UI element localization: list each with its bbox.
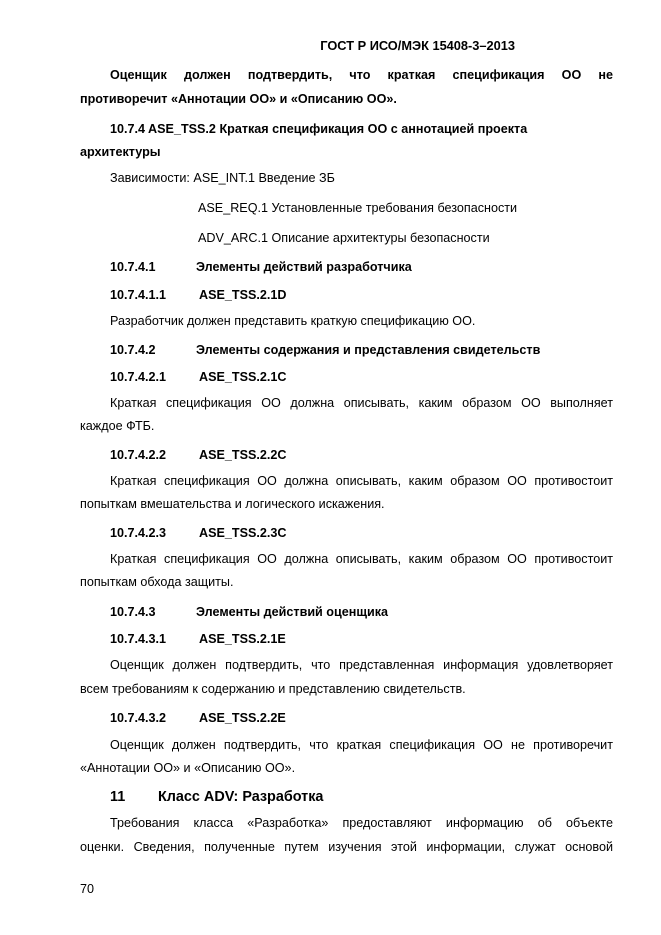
section-number: 10.7.4.2.2 xyxy=(110,448,167,462)
section-title: ASE_TSS.2.1E xyxy=(199,632,286,646)
section-number: 10.7.4.2 xyxy=(110,343,156,357)
section-title: Класс ADV: Разработка xyxy=(158,789,324,805)
section-10-7-4-heading: 10.7.4 ASE_TSS.2 Краткая спецификация ОО с аннотацией проекта xyxy=(110,122,528,136)
section-10-7-4-2-heading xyxy=(110,342,613,358)
section-number: 11 xyxy=(110,789,126,805)
adv-intro-line1: Требования класса «Разработка» предоставляют информацию об объекте xyxy=(110,816,613,830)
section-10-7-4-3-2-heading xyxy=(110,710,613,726)
section-10-7-4-3-heading xyxy=(110,604,613,620)
section-11-heading xyxy=(110,789,613,805)
section-10-7-4-2-1-heading xyxy=(110,369,613,385)
section-number: 10.7.4.1 xyxy=(110,260,156,274)
section-number: 10.7.4.2.3 xyxy=(110,526,167,540)
section-title: Элементы действий разработчика xyxy=(196,260,412,274)
section-10-7-4-1-heading xyxy=(110,259,613,275)
section-number: 10.7.4.2.1 xyxy=(110,370,167,384)
section-title: ASE_TSS.2.2E xyxy=(199,711,286,725)
section-number: 10.7.4.3 xyxy=(110,605,156,619)
section-title: ASE_TSS.2.3C xyxy=(199,526,287,540)
section-10-7-4-2-3-heading xyxy=(110,525,613,541)
content-1c-line1: Краткая спецификация ОО должна описывать, каким образом ОО выполняет xyxy=(110,396,613,410)
section-number: 10.7.4.3.2 xyxy=(110,711,167,725)
content-1c-line2: каждое ФТБ. xyxy=(80,419,155,433)
section-title: ASE_TSS.2.1C xyxy=(199,370,287,384)
running-header: ГОСТ Р ИСО/МЭК 15408-3–2013 xyxy=(320,38,515,53)
page-number: 70 xyxy=(80,882,95,896)
section-number: 10.7.4.3.1 xyxy=(110,632,167,646)
dependency-item-req: ASE_REQ.1 Установленные требования безопасности xyxy=(198,201,518,215)
section-10-7-4-1-1-heading xyxy=(110,287,613,303)
content-2c-line2: попыткам вмешательства и логического искажения. xyxy=(80,497,385,511)
section-10-7-4-3-1-heading xyxy=(110,631,613,647)
intro-paragraph-line1: Оценщик должен подтвердить, что краткая спецификация ОО не xyxy=(110,68,613,82)
content-2c-line1: Краткая спецификация ОО должна описывать, каким образом ОО противостоит xyxy=(110,474,613,488)
evaluator-2e-line1: Оценщик должен подтвердить, что краткая спецификация ОО не противоречит xyxy=(110,738,613,752)
evaluator-2e-line2: «Аннотации ОО» и «Описанию ОО». xyxy=(80,761,296,775)
section-10-7-4-2-2-heading xyxy=(110,447,613,463)
section-title: ASE_TSS.2.2C xyxy=(199,448,287,462)
section-number: 10.7.4.1.1 xyxy=(110,288,167,302)
evaluator-1e-line2: всем требованиям к содержанию и представлению свидетельств. xyxy=(80,682,466,696)
content-3c-line2: попыткам обхода защиты. xyxy=(80,575,234,589)
section-title: Элементы действий оценщика xyxy=(196,605,389,619)
section-title: ASE_TSS.2.1D xyxy=(199,288,287,302)
dependencies-label: Зависимости: ASE_INT.1 Введение ЗБ xyxy=(110,171,335,185)
section-title: Элементы содержания и представления свидетельств xyxy=(196,343,541,357)
developer-element-text: Разработчик должен представить краткую спецификацию ОО. xyxy=(110,314,476,328)
section-10-7-4-heading-cont: архитектуры xyxy=(80,145,161,159)
content-3c-line1: Краткая спецификация ОО должна описывать, каким образом ОО противостоит xyxy=(110,552,613,566)
evaluator-1e-line1: Оценщик должен подтвердить, что представленная информация удовлетворяет xyxy=(110,658,613,672)
intro-paragraph-line2: противоречит «Аннотации ОО» и «Описанию ОО». xyxy=(80,92,397,106)
dependency-item-arc: ADV_ARC.1 Описание архитектуры безопасности xyxy=(198,231,490,245)
adv-intro-line2: оценки. Сведения, полученные путем изучения этой информации, служат основой xyxy=(80,840,613,854)
